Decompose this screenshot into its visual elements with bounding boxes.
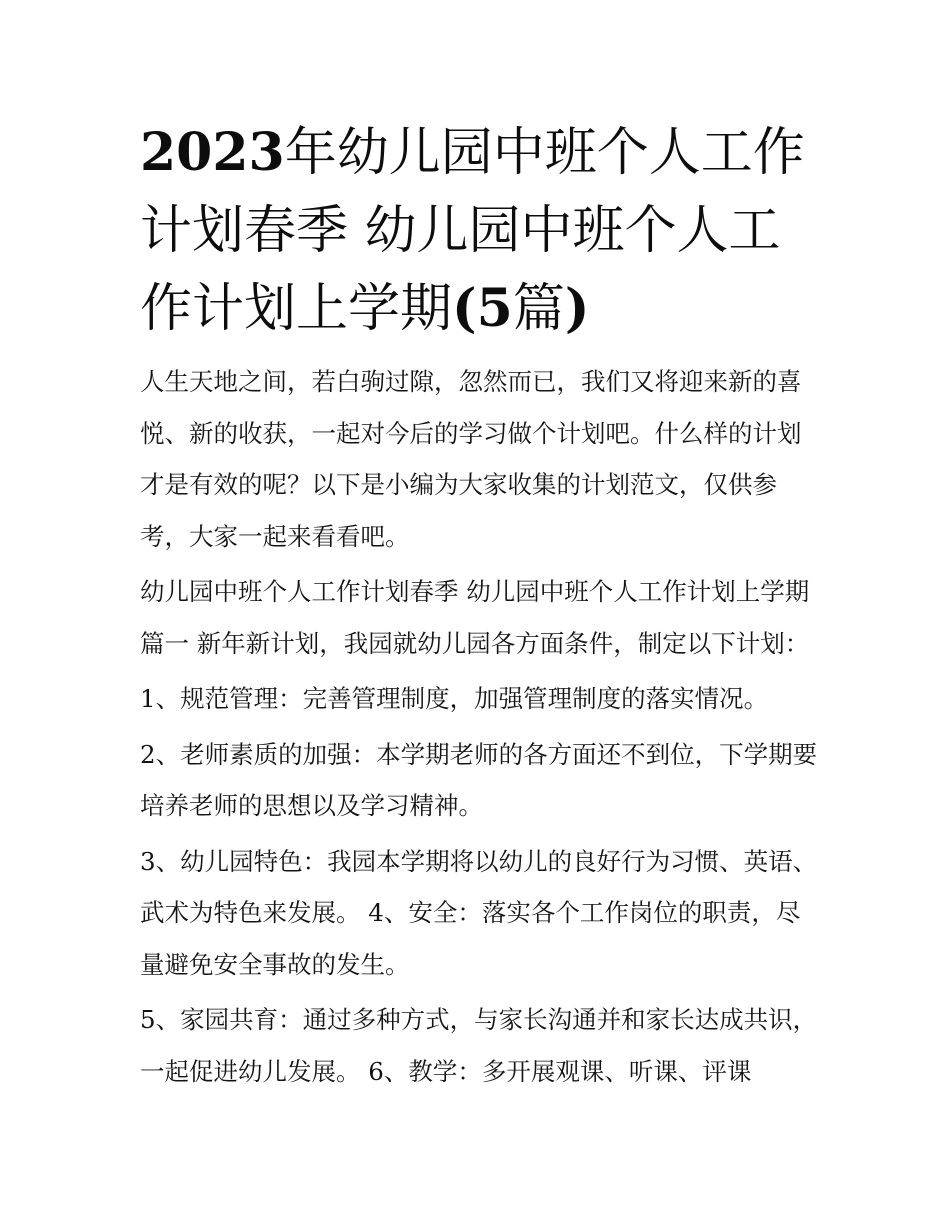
paragraph-item-1: 1、规范管理：完善管理制度，加强管理制度的落实情况。: [140, 684, 769, 713]
paragraph-item-3-4: 3、幼儿园特色：我园本学期将以幼儿的良好行为习惯、英语、武术为特色来发展。 4、安全：落实各个工作岗位的职责，尽量避免安全事故的发生。: [140, 846, 818, 979]
document-body: [140, 114, 820, 1101]
paragraph-intro: 人生天地之间，若白驹过隙，忽然而已，我们又将迎来新的喜悦、新的收获，一起对今后的学习做个计划吧。什么样的计划才是有效的呢？以下是小编为大家收集的计划范文，仅供参考，大家一起来看看吧。: [140, 367, 802, 551]
paragraph-item-2: 2、老师素质的加强：本学期老师的各方面还不到位，下学期要培养老师的思想以及学习精神。: [140, 739, 818, 820]
paragraph-item-5-6: 5、家园共育：通过多种方式，与家长沟通并和家长达成共识，一起促进幼儿发展。 6、教学：多开展观课、听课、评课: [140, 1005, 818, 1086]
document-title: 2023年幼儿园中班个人工作计划春季 幼儿园中班个人工作计划上学期(5篇): [140, 122, 805, 339]
paragraph-article-heading: 幼儿园中班个人工作计划春季 幼儿园中班个人工作计划上学期篇一 新年新计划，我园就幼儿园各方面条件，制定以下计划：: [140, 577, 810, 658]
